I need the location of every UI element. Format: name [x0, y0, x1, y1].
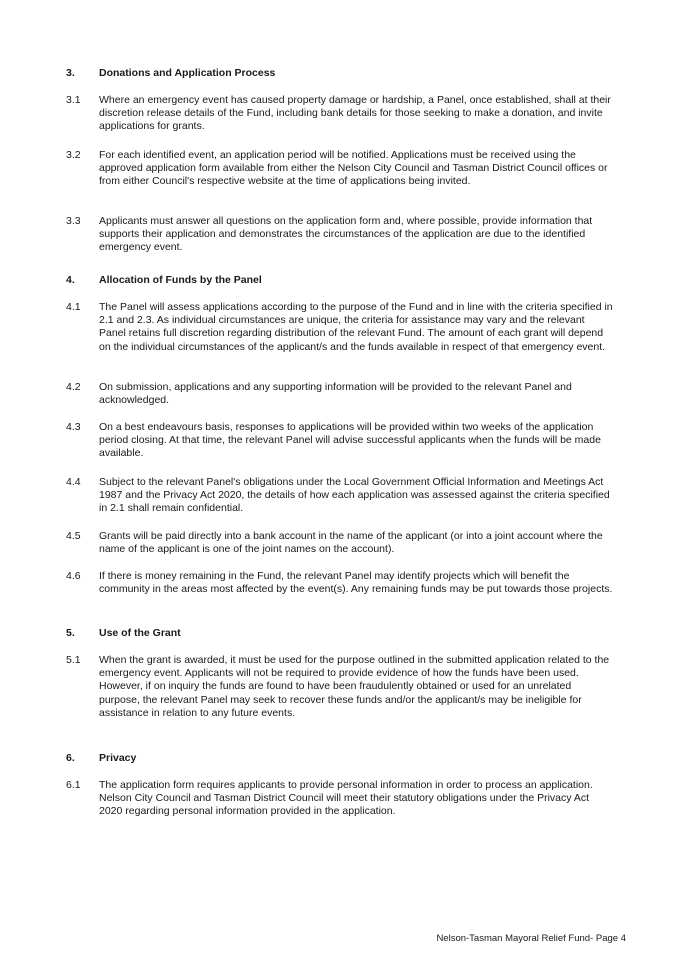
section-number: 5.: [66, 627, 75, 639]
section-number: 4.: [66, 274, 75, 286]
clause-text: Grants will be paid directly into a bank account in the name of the applicant (or into a joint account where the name of the applicant is one of the joint names on the account).: [99, 530, 603, 556]
clause: [66, 570, 614, 596]
clause-text: On submission, applications and any supporting information will be provided to the relevant Panel and acknowledged.: [99, 381, 572, 407]
clause-number: 4.2: [66, 381, 81, 393]
clause: [66, 215, 614, 255]
clause-text: Where an emergency event has caused property damage or hardship, a Panel, once established, shall at their discretion release details of the Fund, including bank details for those seeking to make a donation, and invite applications for grants.: [99, 94, 611, 133]
clause-number: 4.3: [66, 421, 81, 433]
section-title: Privacy: [99, 752, 137, 764]
clause-text: When the grant is awarded, it must be used for the purpose outlined in the submitted application related to the emergency event. Applicants will not be required to provide evidence of how the funds have been used. However, if on inquiry the funds are found to have been fraudulently obtained or used for an unrelated purpose, the relevant Panel may seek to recover these funds and/or the applicant/s may be ineligible for assistance in relation to any future events.: [99, 654, 610, 719]
section-number: 6.: [66, 752, 75, 764]
clause: [66, 381, 614, 407]
clause: [66, 421, 614, 461]
clause-number: 3.1: [66, 94, 81, 106]
clause: [66, 476, 614, 516]
clause-number: 4.5: [66, 530, 81, 542]
section-number: 3.: [66, 67, 75, 79]
clause-number: 4.4: [66, 476, 81, 488]
clause-number: 4.6: [66, 570, 81, 582]
clause: [66, 530, 614, 556]
clause-number: 5.1: [66, 654, 81, 666]
clause-text: The application form requires applicants to provide personal information in order to process an application. Nelson City Council and Tasman District Council will meet their statutory obligations under the Privacy Act 2020 regarding personal information provided in the application.: [99, 779, 593, 818]
clause-number: 4.1: [66, 301, 81, 313]
section-title: Allocation of Funds by the Panel: [99, 274, 262, 286]
clause: [66, 301, 614, 354]
section-title: Donations and Application Process: [99, 67, 276, 79]
clause-text: If there is money remaining in the Fund, the relevant Panel may identify projects which will benefit the community in the areas most affected by the event(s). Any remaining funds may be put towards those projects.: [99, 570, 613, 596]
clause-text: Applicants must answer all questions on the application form and, where possible, provide information that supports their application and demonstrates the circumstances of the application are due to the identified emergency event.: [99, 215, 593, 254]
clause: [66, 94, 614, 134]
clause-number: 3.2: [66, 149, 81, 161]
section-title: Use of the Grant: [99, 627, 181, 639]
clause-number: 3.3: [66, 215, 81, 227]
clause-number: 6.1: [66, 779, 81, 791]
clause-text: The Panel will assess applications according to the purpose of the Fund and in line with the criteria specified in 2.1 and 2.3. As individual circumstances are unique, the criteria for assistance may vary and the relevant Panel retains full discretion regarding distribution of the relevant Fund. The amount of each grant will depend on the individual circumstances of the applicant/s and the funds available in respect of that emergency event.: [99, 301, 613, 353]
clause: [66, 149, 614, 189]
page-footer: Nelson-Tasman Mayoral Relief Fund- Page 4: [436, 933, 626, 944]
clause-text: On a best endeavours basis, responses to applications will be provided within two weeks of the application period closing. At that time, the relevant Panel will advise successful applicants when the funds will be made available.: [99, 421, 601, 460]
clause: [66, 779, 614, 819]
clause: [66, 654, 614, 720]
clause-text: For each identified event, an application period will be notified. Applications must be received using the approved application form available from either the Nelson City Council and Tasman District Council offices or from either Council's respective website at the time of applications being invited.: [99, 149, 608, 188]
clause-text: Subject to the relevant Panel's obligations under the Local Government Official Information and Meetings Act 1987 and the Privacy Act 2020, the details of how each application was assessed against the criteria specified in 2.1 shall remain confidential.: [99, 476, 610, 515]
